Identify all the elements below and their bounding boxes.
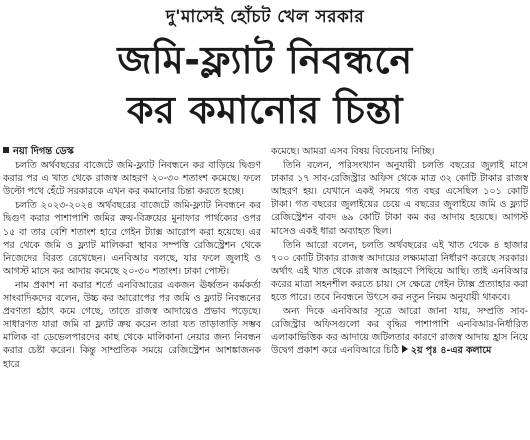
bullet-square-icon (3, 147, 9, 153)
article-column-left (3, 145, 261, 438)
byline (3, 145, 261, 158)
headline-line-1: জমি-ফ্ল্যাট নিবন্ধনে (117, 38, 413, 82)
kicker: দু'মাসেই হোঁচট খেল সরকার (165, 7, 365, 27)
article-column-right (271, 145, 528, 438)
byline-text: নয়া দিগন্ত ডেস্ক (13, 146, 74, 157)
headline-line-2: কর কমানোর চিন্তা (126, 88, 404, 132)
continuation-text[interactable]: ২য় পৃঃ ৪-এর কলামে (410, 345, 492, 357)
paragraph: তিনি আরো বলেন, চলতি অর্থবছরের এই খাত থেকে ৪ হাজার ৭০০ কোটি টাকার রাজস্ব আদায়ের লক্ষ্যমাত্রা নির্ধারণ করেছে সরকার। অর্থাৎ এই খাত থেকে রাজস্ব আহরণে পিছিয়ে আছি। তাই এনবিআর করের মাত্রা সহনশীল করতে চায়। সে ক্ষেত্রে গেইন ট্যাক্স প্রত্যাহার করা হতে পারে। তবে নিবন্ধনে উৎসে কর নতুন নিয়ম অনুযায়ী থাকবে। (271, 239, 528, 304)
paragraph: তিনি বলেন, পরিসংখ্যান অনুযায়ী চলতি বছরের জুলাই মাসে ঢাকার ১৭ সাব-রেজিস্ট্রার অফিস থেকে মাত্র ৩২ কোটি টাকার রাজস্ব আহরণ হয়। যেখানে একই সময়ে গত বছর এসেছিল ১০১ কোটি টাকা। গত বছরের জুলাইয়ের চেয়ে এ বছরের জুলাইয়ে জমি ও ফ্ল্যাট রেজিস্ট্রেশন বাবদ ৬৯ কোটি টাকা কম কর আদায় হয়েছে। আগস্ট মাসেও একই ধারা অব্যাহত ছিল। (271, 160, 528, 237)
paragraph: চলতি ২০২৩-২০২৪ অর্থবছরের বাজেটে জমি-ফ্ল্যাট নিবন্ধনে কর দ্বিগুণ করার পাশাপাশি জমির ক্রয়-বিক্রয়ের মুনাফার পার্থক্যের ওপর ১৫ বা তার বেশি শতাংশ হারে গেইন ট্যাক্স আরোপ করা হয়েছে। এর পর থেকে জমি ও ফ্ল্যাট মালিকরা স্থাবর সম্পত্তি রেজিস্ট্রেশন থেকে নিজেদের বিরত রেখেছেন। এনবিআর বলছে, যার ফলে জুলাই ও আগস্ট মাসে কর আদায় কমেছে ২০-৩০ শতাংশ। ঢাকা পোস্ট। (3, 200, 261, 277)
paragraph (271, 305, 528, 357)
triangle-right-icon (402, 345, 408, 353)
paragraph: কমেছে। আমরা এসব বিষয় বিবেচনায় নিচ্ছি। (271, 146, 435, 157)
paragraph: নাম প্রকাশ না করার শর্তে এনবিআরের একজন ঊর্ধ্বতন কর্মকর্তা সাংবাদিকদের বলেন, উচ্চ কর আরোপের পর জমি ও ফ্ল্যাট নিবন্ধনের প্রবণতা হঠাৎ কমে গেছে, তাতে রাজস্ব আদায়েও প্রভাব পড়েছে। সাধারণত যারা জমি বা ফ্ল্যাট ক্রয় করেন তারা যত তাড়াতাড়ি সম্ভব মালিক বা ডেভেলপারদের কাছ থেকে মালিকানা নেয়ার জন্য নিবন্ধন করার চেষ্টা করেন। কিন্তু সাম্প্রতিক সময়ে রেজিস্ট্রেশন আশঙ্কাজনক হারে (3, 279, 261, 370)
paragraph-text: অন্য দিকে এনবিআর সূত্রে আরো জানা যায়, সম্প্রতি সাব-রেজিস্ট্রার অফিসগুলো কর বৃদ্ধির পাশাপাশি এনবিআর-নির্ধারিত এলাকাভিত্তিক কর আদায়ে জটিলতার কারণে রাজস্ব আদায় হ্রাস নিয়ে উদ্বেগ প্রকাশ করে এনবিআরে চিঠি (271, 306, 528, 357)
continuation-link[interactable] (402, 345, 491, 356)
paragraph: চলতি অর্থবছরের বাজেটে জমি-ফ্ল্যাট নিবন্ধনে কর বাড়িয়ে দ্বিগুণ করার পর এ খাত থেকে রাজস্ব আহরণ ২০-৩০ শতাংশ কমেছে। ফলে উল্টো পথে হেঁটে সরকারকে এখন কর কমানোর চিন্তা করতে হচ্ছে। (3, 160, 261, 198)
